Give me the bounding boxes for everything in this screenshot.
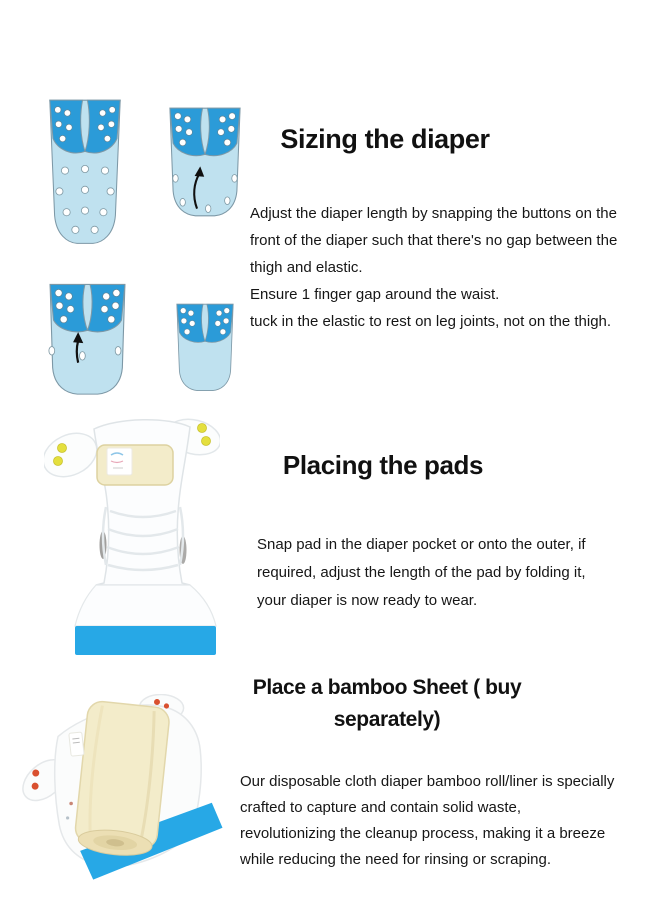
diaper-fully-snapped-illustration [173, 298, 237, 400]
section-pads-heading: Placing the pads [282, 450, 484, 480]
body-line: Adjust the diaper length by snapping the buttons on the [250, 205, 617, 222]
diaper-with-bamboo-roll-photo [18, 694, 228, 886]
body-line: crafted to capture and contain solid waste, [240, 799, 522, 816]
section-pads-body [257, 531, 586, 615]
body-line: required, adjust the length of the pad by folding it, [257, 564, 586, 581]
diaper-medium-arrow-illustration [45, 281, 130, 401]
body-line: Our disposable cloth diaper bamboo roll/liner is specially [240, 773, 615, 790]
pad-label [107, 448, 132, 475]
body-line: while reducing the need for rinsing or scraping. [240, 851, 552, 868]
body-line: front of the diaper such that there's no gap between the [250, 232, 618, 249]
roll-label [69, 732, 84, 756]
body-line: Snap pad in the diaper pocket or onto the outer, if [257, 536, 586, 553]
body-line: your diaper is now ready to wear. [257, 592, 478, 609]
heading-line: separately) [333, 708, 441, 731]
diaper-snapped-arrow-illustration [165, 105, 245, 223]
section-sizing-heading: Sizing the diaper [280, 124, 490, 154]
white-diaper-with-pad-photo [44, 415, 220, 657]
body-line: revolutionizing the cleanup process, making it a breeze [240, 825, 606, 842]
bamboo-roll [73, 700, 170, 859]
heading-line: Place a bamboo Sheet ( buy [252, 676, 522, 699]
section-sizing-body [250, 200, 617, 335]
blue-waist-band [75, 626, 216, 655]
body-line: Ensure 1 finger gap around the waist. [250, 286, 500, 303]
section-bamboo-heading [242, 672, 532, 736]
body-line: thigh and elastic. [250, 259, 363, 276]
section-bamboo-body [240, 769, 614, 873]
body-line: tuck in the elastic to rest on leg joints, not on the thigh. [250, 313, 612, 330]
diaper-unsnapped-illustration [45, 97, 125, 257]
